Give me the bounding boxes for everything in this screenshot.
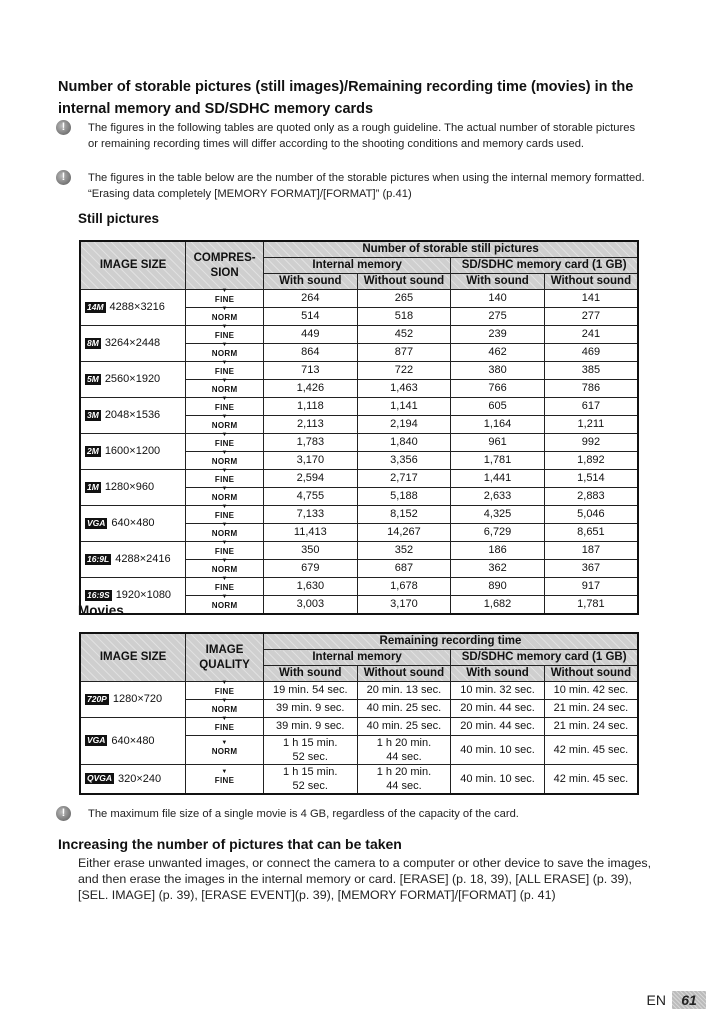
table-row	[80, 434, 638, 452]
value-cell: 1,118	[264, 398, 358, 416]
value-cell: 1,426	[264, 380, 358, 398]
fine-quality-icon: ▼ FINE	[215, 771, 234, 788]
norm-compression-icon: ▼ NORM	[212, 452, 238, 469]
movie-size-icon: 720P	[87, 693, 107, 704]
note-guideline	[61, 120, 648, 152]
value-cell: 21 min. 24 sec.	[544, 700, 638, 718]
table-row	[80, 470, 638, 488]
value-cell: 514	[264, 308, 358, 326]
image-size-icon: VGA	[87, 517, 106, 528]
value-cell: 3,003	[264, 596, 358, 615]
image-size-cell	[80, 470, 186, 506]
value-cell: 961	[451, 434, 545, 452]
header-image-quality: IMAGE QUALITY	[186, 633, 264, 682]
value-cell: 2,717	[357, 470, 451, 488]
norm-compression-icon: ▼ NORM	[212, 560, 238, 577]
value-cell: 187	[544, 542, 638, 560]
value-cell: 20 min. 44 sec.	[451, 718, 545, 736]
value-cell: 239	[451, 326, 545, 344]
image-size-icon: 16:9S	[87, 589, 110, 600]
value-cell: 1,783	[264, 434, 358, 452]
note-internal-memory	[61, 170, 648, 202]
header-with-sound: With sound	[451, 666, 545, 682]
compression-cell	[186, 596, 264, 615]
value-cell: 1,514	[544, 470, 638, 488]
movie-size-icon: VGA	[87, 735, 106, 746]
norm-compression-icon: ▼ NORM	[212, 380, 238, 397]
quality-cell	[186, 765, 264, 795]
value-cell: 2,194	[357, 416, 451, 434]
value-cell: 1,682	[451, 596, 545, 615]
value-cell: 2,113	[264, 416, 358, 434]
value-cell: 605	[451, 398, 545, 416]
value-cell: 20 min. 13 sec.	[357, 682, 451, 700]
value-cell: 11,413	[264, 524, 358, 542]
header-internal-memory: Internal memory	[264, 258, 451, 274]
value-cell: 617	[544, 398, 638, 416]
value-cell: 4,325	[451, 506, 545, 524]
value-cell: 19 min. 54 sec.	[263, 682, 357, 700]
norm-compression-icon: ▼ NORM	[212, 488, 238, 505]
value-cell: 687	[357, 560, 451, 578]
page-footer	[647, 991, 706, 1009]
image-size-cell	[80, 682, 186, 718]
image-size-label: 4288×2416	[115, 553, 171, 565]
image-size-label: 1920×1080	[115, 589, 172, 601]
norm-compression-icon: ▼ NORM	[212, 308, 238, 325]
image-size-cell	[80, 542, 186, 578]
value-cell: 5,046	[544, 506, 638, 524]
still-pictures-table	[79, 240, 639, 615]
image-size-icon: 1M	[87, 481, 99, 492]
table-row	[80, 542, 638, 560]
value-cell: 890	[451, 578, 545, 596]
image-size-label: 320×240	[118, 772, 162, 785]
note-movie-size	[61, 806, 648, 822]
value-cell: 40 min. 25 sec.	[357, 718, 451, 736]
value-cell: 20 min. 44 sec.	[451, 700, 545, 718]
value-cell: 1,441	[451, 470, 545, 488]
quality-cell	[186, 736, 264, 765]
fine-compression-icon: ▼ FINE	[215, 578, 234, 595]
value-cell: 264	[264, 290, 358, 308]
image-size-icon: 16:9L	[87, 553, 110, 564]
note-text: The figures in the table below are the number of the storable pictures when using the internal memory formatted. “Erasing data completely [MEMORY FORMAT]/[FORMAT]” (p.41)	[88, 172, 645, 200]
table-row	[80, 765, 638, 795]
image-size-label: 1600×1200	[104, 445, 161, 457]
page-heading: Number of storable pictures (still images)/Remaining recording time (movies) in the internal memory and SD/SDHC memory cards	[58, 79, 634, 117]
increase-body: Either erase unwanted images, or connect the camera to a computer or other device to save the images, and then erase the images in the internal memory or card. [ERASE] (p. 18, 39), [ALL ERASE] (p. 39), [SEL. IMAGE] (p. 39), [ERASE EVENT](p. 39), [MEMORY FORMAT]/[FORMAT] (p. 41)	[78, 856, 652, 902]
value-cell: 40 min. 10 sec.	[451, 765, 545, 795]
value-cell: 1,678	[357, 578, 451, 596]
value-cell: 2,633	[451, 488, 545, 506]
image-size-label: 1280×960	[104, 481, 155, 493]
header-group: Remaining recording time	[263, 633, 638, 650]
page-number: 61	[672, 991, 706, 1009]
value-cell: 140	[451, 290, 545, 308]
table-row	[80, 362, 638, 380]
value-cell: 877	[357, 344, 451, 362]
value-cell: 1,840	[357, 434, 451, 452]
image-size-cell	[80, 506, 186, 542]
value-cell: 452	[357, 326, 451, 344]
table-row	[80, 578, 638, 596]
header-without-sound: Without sound	[544, 274, 638, 290]
value-cell: 367	[544, 560, 638, 578]
movie-size-icon: QVGA	[87, 773, 113, 784]
value-cell: 5,188	[357, 488, 451, 506]
image-size-cell	[80, 326, 186, 362]
value-cell: 186	[451, 542, 545, 560]
table-row	[80, 506, 638, 524]
value-cell: 275	[451, 308, 545, 326]
image-size-label: 640×480	[111, 734, 155, 747]
image-size-label: 640×480	[111, 517, 155, 529]
header-without-sound: Without sound	[544, 666, 638, 682]
value-cell: 1,630	[264, 578, 358, 596]
header-group: Number of storable still pictures	[264, 241, 638, 258]
norm-compression-icon: ▼ NORM	[212, 524, 238, 541]
value-cell: 1 h 20 min. 44 sec.	[357, 765, 451, 795]
value-cell: 1,781	[544, 596, 638, 615]
image-size-label: 4288×3216	[109, 301, 165, 313]
value-cell: 40 min. 25 sec.	[357, 700, 451, 718]
value-cell: 992	[544, 434, 638, 452]
header-with-sound: With sound	[263, 666, 357, 682]
value-cell: 350	[264, 542, 358, 560]
header-without-sound: Without sound	[357, 666, 451, 682]
caution-icon: !	[56, 170, 71, 185]
value-cell: 518	[357, 308, 451, 326]
header-image-size: IMAGE SIZE	[80, 241, 186, 290]
value-cell: 1,892	[544, 452, 638, 470]
norm-compression-icon: ▼ NORM	[212, 344, 238, 361]
value-cell: 1,164	[451, 416, 545, 434]
value-cell: 2,594	[264, 470, 358, 488]
value-cell: 6,729	[451, 524, 545, 542]
value-cell: 469	[544, 344, 638, 362]
image-size-label: 3264×2448	[104, 337, 161, 349]
fine-compression-icon: ▼ FINE	[215, 362, 234, 379]
language-label: EN	[646, 992, 666, 1008]
caution-icon: !	[56, 120, 71, 135]
value-cell: 1 h 15 min. 52 sec.	[263, 736, 357, 765]
table-row	[80, 398, 638, 416]
value-cell: 8,152	[357, 506, 451, 524]
image-size-icon: 2M	[87, 445, 99, 456]
value-cell: 7,133	[264, 506, 358, 524]
header-compression: COMPRES- SION	[186, 241, 264, 290]
image-size-label: 2048×1536	[104, 409, 161, 421]
caution-icon: !	[56, 806, 71, 821]
value-cell: 141	[544, 290, 638, 308]
value-cell: 10 min. 32 sec.	[451, 682, 545, 700]
value-cell: 8,651	[544, 524, 638, 542]
value-cell: 462	[451, 344, 545, 362]
norm-quality-icon: ▼ NORM	[212, 742, 238, 759]
table-row	[80, 682, 638, 700]
value-cell: 40 min. 10 sec.	[451, 736, 545, 765]
image-size-cell	[80, 434, 186, 470]
image-size-icon: 8M	[87, 337, 99, 348]
value-cell: 1,211	[544, 416, 638, 434]
header-internal-memory: Internal memory	[263, 650, 450, 666]
fine-compression-icon: ▼ FINE	[215, 434, 234, 451]
value-cell: 3,170	[264, 452, 358, 470]
value-cell: 10 min. 42 sec.	[544, 682, 638, 700]
image-size-cell	[80, 290, 186, 326]
fine-quality-icon: ▼ FINE	[215, 682, 234, 699]
header-with-sound: With sound	[264, 274, 358, 290]
value-cell: 1 h 20 min. 44 sec.	[357, 736, 451, 765]
value-cell: 679	[264, 560, 358, 578]
fine-compression-icon: ▼ FINE	[215, 290, 234, 307]
fine-compression-icon: ▼ FINE	[215, 398, 234, 415]
image-size-icon: 3M	[87, 409, 99, 420]
value-cell: 1,141	[357, 398, 451, 416]
value-cell: 786	[544, 380, 638, 398]
value-cell: 1,463	[357, 380, 451, 398]
value-cell: 1,781	[451, 452, 545, 470]
value-cell: 39 min. 9 sec.	[263, 718, 357, 736]
image-size-icon: 14M	[87, 301, 104, 312]
value-cell: 277	[544, 308, 638, 326]
value-cell: 2,883	[544, 488, 638, 506]
value-cell: 917	[544, 578, 638, 596]
fine-compression-icon: ▼ FINE	[215, 326, 234, 343]
fine-compression-icon: ▼ FINE	[215, 506, 234, 523]
image-size-cell	[80, 362, 186, 398]
image-size-label: 2560×1920	[104, 373, 161, 385]
value-cell: 362	[451, 560, 545, 578]
norm-compression-icon: ▼ NORM	[212, 416, 238, 433]
image-size-icon: 5M	[87, 373, 99, 384]
value-cell: 722	[357, 362, 451, 380]
header-with-sound: With sound	[451, 274, 545, 290]
header-image-size: IMAGE SIZE	[80, 633, 186, 682]
value-cell: 21 min. 24 sec.	[544, 718, 638, 736]
note-text: The figures in the following tables are quoted only as a rough guideline. The actual number of storable pictures or remaining recording times will differ according to the shooting conditions and memory cards used.	[88, 122, 636, 150]
value-cell: 39 min. 9 sec.	[263, 700, 357, 718]
fine-compression-icon: ▼ FINE	[215, 542, 234, 559]
note-text: The maximum file size of a single movie is 4 GB, regardless of the capacity of the card.	[88, 808, 519, 820]
value-cell: 766	[451, 380, 545, 398]
movies-title: Movies	[78, 603, 124, 618]
value-cell: 352	[357, 542, 451, 560]
image-size-cell	[80, 398, 186, 434]
value-cell: 864	[264, 344, 358, 362]
quality-cell	[186, 718, 264, 736]
fine-quality-icon: ▼ FINE	[215, 718, 234, 735]
table-row	[80, 718, 638, 736]
value-cell: 42 min. 45 sec.	[544, 765, 638, 795]
value-cell: 380	[451, 362, 545, 380]
value-cell: 265	[357, 290, 451, 308]
value-cell: 449	[264, 326, 358, 344]
value-cell: 42 min. 45 sec.	[544, 736, 638, 765]
value-cell: 241	[544, 326, 638, 344]
value-cell: 3,356	[357, 452, 451, 470]
fine-compression-icon: ▼ FINE	[215, 470, 234, 487]
table-row	[80, 290, 638, 308]
value-cell: 3,170	[357, 596, 451, 615]
increase-title: Increasing the number of pictures that can be taken	[58, 836, 402, 852]
header-without-sound: Without sound	[357, 274, 451, 290]
image-size-cell	[80, 765, 186, 795]
norm-compression-icon: ▼ NORM	[212, 596, 238, 613]
value-cell: 1 h 15 min. 52 sec.	[263, 765, 357, 795]
value-cell: 4,755	[264, 488, 358, 506]
table-row	[80, 326, 638, 344]
image-size-cell	[80, 718, 186, 765]
value-cell: 713	[264, 362, 358, 380]
image-size-label: 1280×720	[112, 693, 163, 705]
value-cell: 385	[544, 362, 638, 380]
header-sd-card: SD/SDHC memory card (1 GB)	[451, 258, 638, 274]
movies-table	[79, 632, 639, 795]
value-cell: 14,267	[357, 524, 451, 542]
norm-quality-icon: ▼ NORM	[212, 700, 238, 717]
header-sd-card: SD/SDHC memory card (1 GB)	[451, 650, 638, 666]
still-pictures-title: Still pictures	[78, 211, 160, 226]
